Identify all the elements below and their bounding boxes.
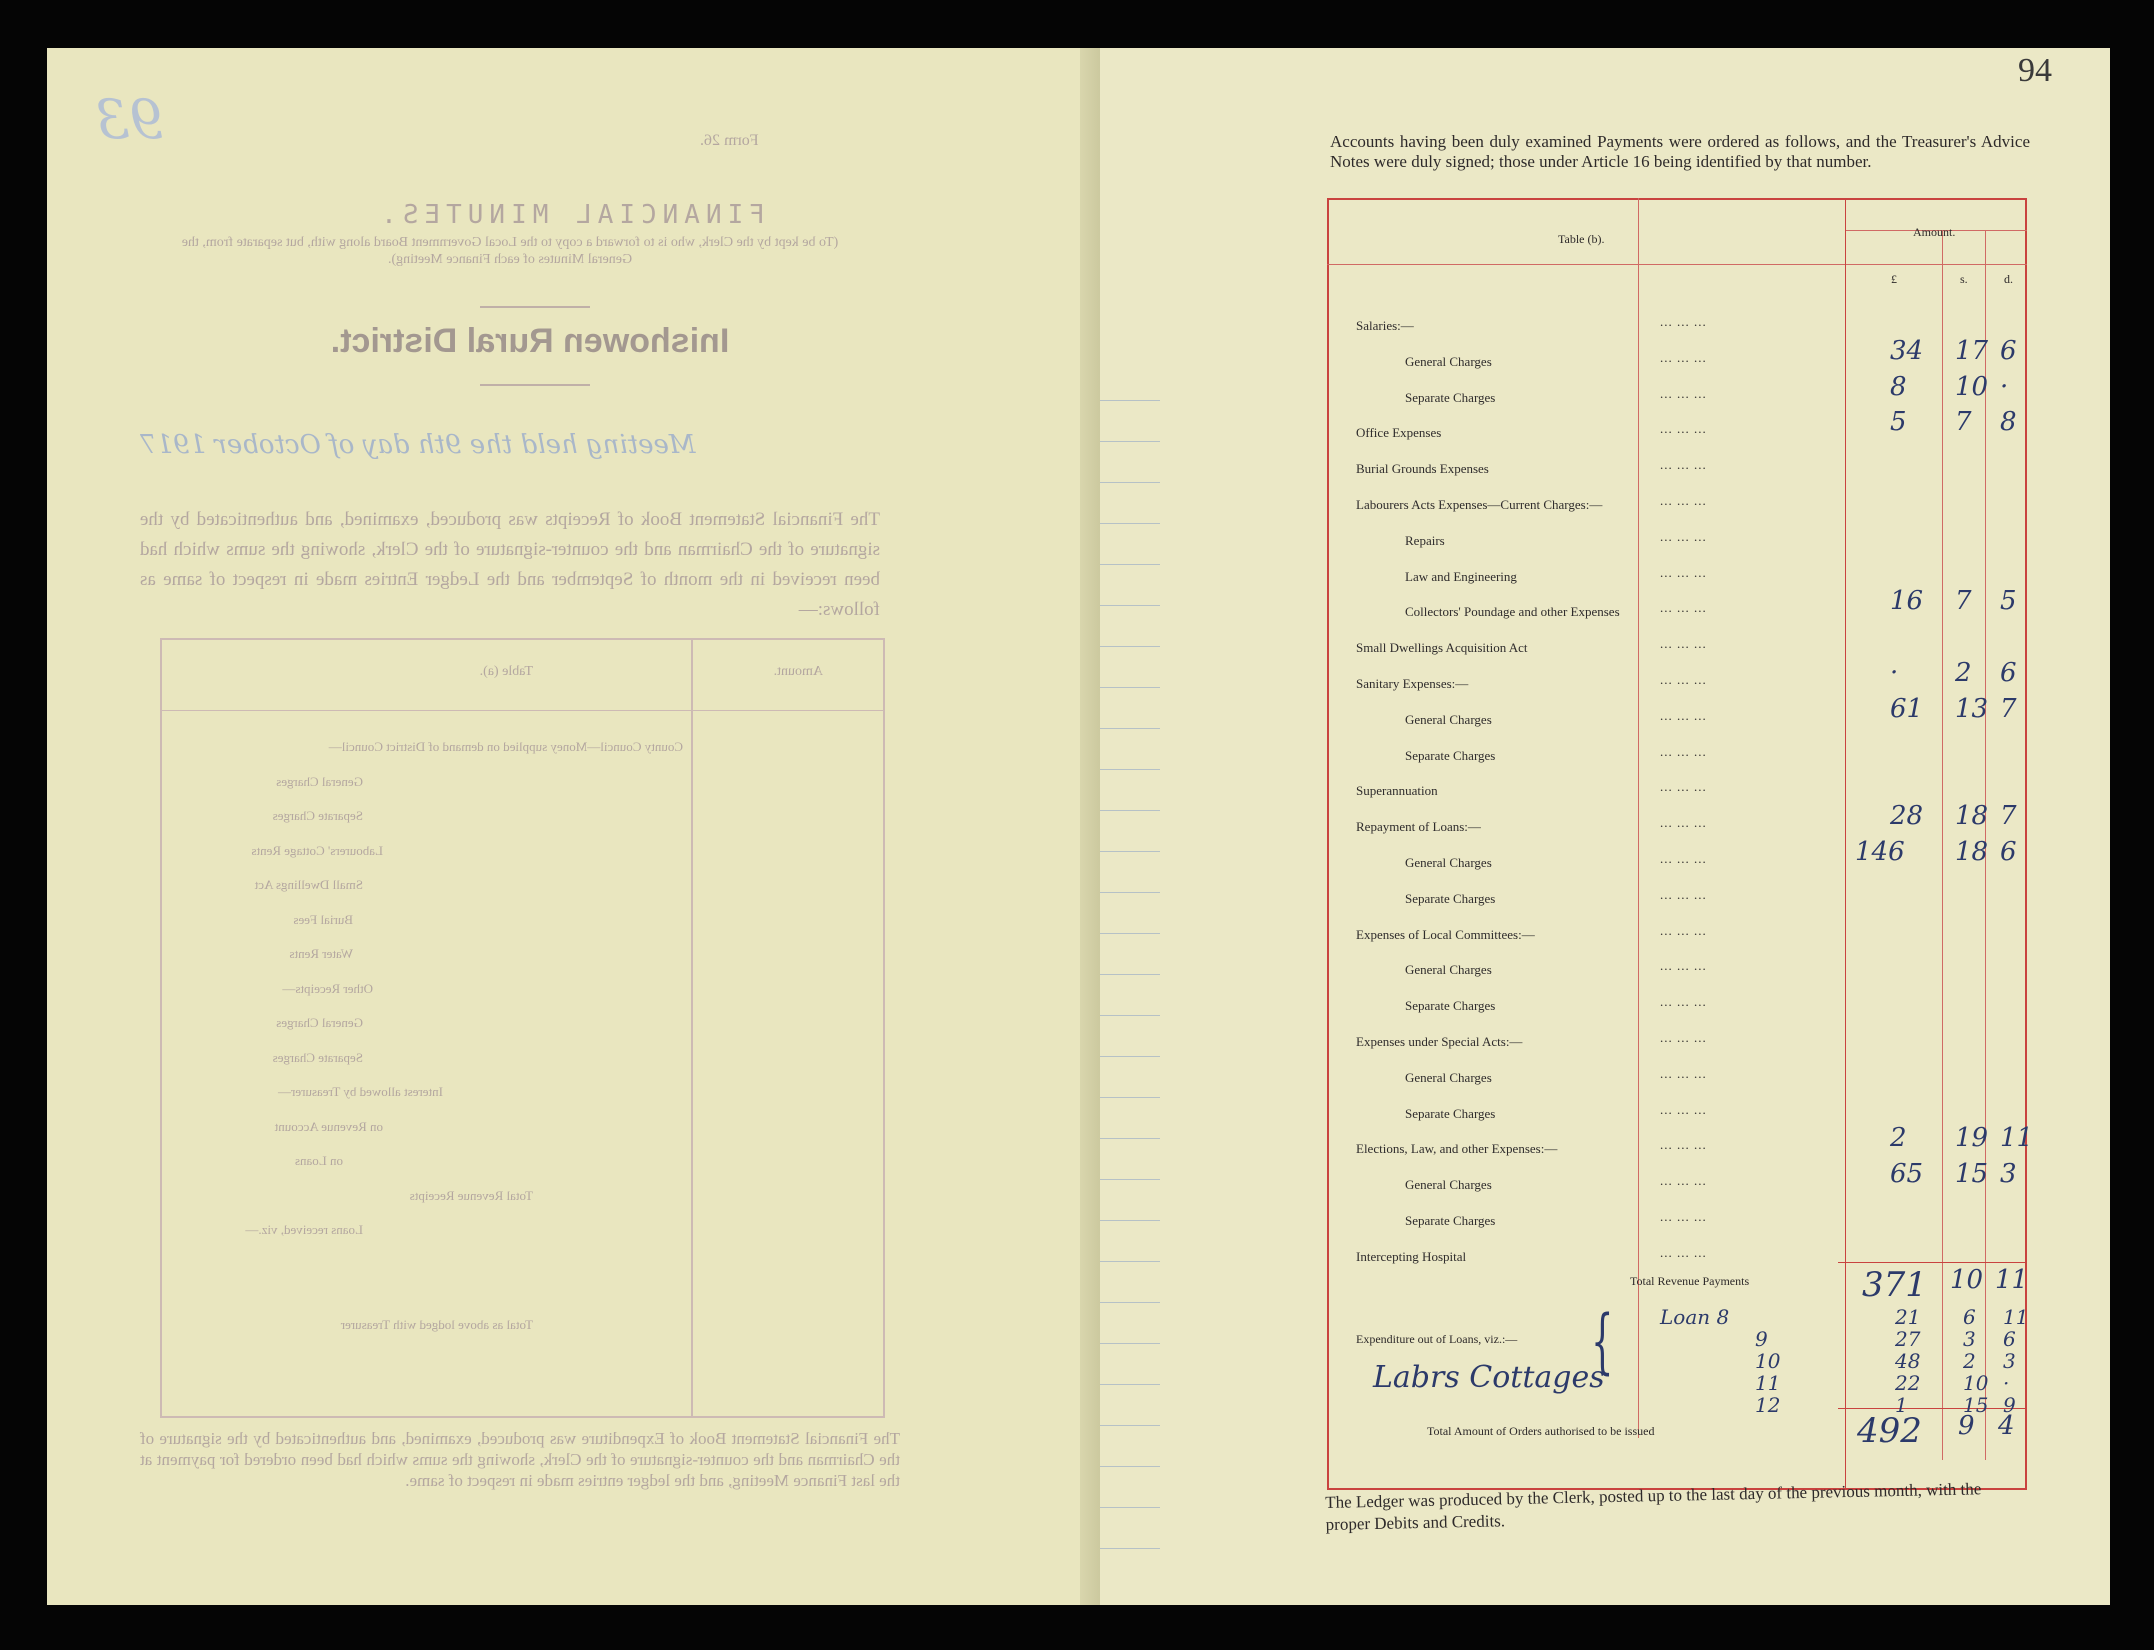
- payment-row-label: Small Dwellings Acquisition Act: [1356, 640, 1528, 655]
- payment-amount-pence: 8: [2000, 407, 2017, 437]
- payment-row-label: Office Expenses: [1356, 425, 1442, 440]
- payment-row-label: Separate Charges: [1405, 891, 1496, 906]
- header-rule: [162, 710, 883, 711]
- receipt-rows: [183, 730, 683, 1342]
- payment-amount-shillings: 18: [1955, 837, 1989, 867]
- total-orders-pounds: 492: [1857, 1411, 1922, 1451]
- table-b-title: Table (b).: [1558, 232, 1605, 246]
- payment-amount-pence: ·: [2000, 372, 2009, 402]
- loan-number: 9: [1755, 1327, 1768, 1351]
- payment-amount-pence: 6: [2000, 336, 2017, 366]
- receipt-row: General Charges: [276, 773, 363, 789]
- payment-row-label: Repayment of Loans:—: [1356, 819, 1481, 834]
- payment-amount-shillings: 10: [1955, 372, 1989, 402]
- receipt-row: Other Receipts—: [282, 980, 373, 996]
- payment-row-label: General Charges: [1405, 1177, 1492, 1192]
- payment-amount-pounds: 146: [1855, 837, 1905, 867]
- payment-row-label: Intercepting Hospital: [1356, 1249, 1467, 1264]
- loan-amount-pence: 6: [2003, 1327, 2016, 1351]
- payment-amount-pounds: 2: [1890, 1123, 1907, 1153]
- financial-minutes-title: FINANCIAL MINUTES.: [375, 200, 765, 230]
- total-revenue-pounds: 371: [1862, 1265, 1927, 1305]
- payment-amount-pounds: 8: [1890, 372, 1907, 402]
- receipt-row: Water Rents: [289, 946, 353, 961]
- loans-hand-label: Labrs Cottages: [1373, 1360, 1605, 1395]
- row-leader-dots: ... ... ...: [1660, 708, 1707, 723]
- row-leader-dots: ... ... ...: [1660, 887, 1707, 902]
- district-rule-bottom: [480, 384, 590, 386]
- receipts-table: [160, 638, 885, 1418]
- payment-row-label: Repairs: [1405, 533, 1445, 548]
- payment-row-label: Separate Charges: [1405, 998, 1496, 1013]
- payment-amount-pounds: 34: [1890, 336, 1924, 366]
- payment-amount-pence: 6: [2000, 837, 2017, 867]
- payment-row-label: Salaries:—: [1356, 318, 1414, 333]
- receipt-row: on Revenue Account: [274, 1118, 383, 1134]
- loan-amount-pence: ·: [2003, 1371, 2010, 1395]
- table-col-rule: [1638, 198, 1639, 1438]
- payment-row-label: Burial Grounds Expenses: [1356, 461, 1489, 476]
- financial-minutes-instruction: (To be kept by the Clerk, who is to forward a copy to the Local Government Board along with, but separate from, the General Minutes of each Finance Meeting).: [181, 235, 839, 267]
- row-leader-dots: ... ... ...: [1660, 672, 1707, 687]
- payment-amount-pounds: 16: [1890, 586, 1924, 616]
- loan-amount-pence: 11: [2003, 1305, 2029, 1329]
- shillings-col-rule: [1942, 230, 1943, 1460]
- amount-b-header: Amount.: [1913, 225, 1956, 239]
- payment-row-label: General Charges: [1405, 855, 1492, 870]
- total-orders-shillings: 9: [1958, 1411, 1975, 1441]
- payment-row-label: Law and Engineering: [1405, 569, 1517, 584]
- total-revenue-rule: [1838, 1262, 2027, 1263]
- receipt-row: General Charges: [276, 1015, 363, 1030]
- payment-amount-pence: 7: [2000, 801, 2017, 831]
- expenditure-paragraph: The Financial Statement Book of Expenditure was produced, examined, and authenticated by the signature of the Chairman and the counter-signature of the Clerk, showing the sums which had been ordered for payment at the last Finance Meeting, and the ledger entries made in respect of same.: [140, 1429, 900, 1490]
- payment-amount-shillings: 18: [1955, 801, 1989, 831]
- amount-column: [691, 640, 883, 1416]
- total-orders-pence: 4: [1998, 1411, 2015, 1441]
- loan-amount-shillings: 10: [1963, 1371, 1989, 1395]
- row-leader-dots: ... ... ...: [1660, 1102, 1707, 1117]
- left-page-number: 93: [95, 88, 164, 151]
- row-leader-dots: ... ... ...: [1660, 958, 1707, 973]
- receipt-row: on Loans: [294, 1153, 343, 1168]
- payment-amount-shillings: 19: [1955, 1123, 1989, 1153]
- row-leader-dots: ... ... ...: [1660, 779, 1707, 794]
- receipt-row: Total Revenue Receipts: [409, 1187, 533, 1203]
- row-leader-dots: ... ... ...: [1660, 314, 1707, 329]
- payment-amount-shillings: 7: [1955, 586, 1972, 616]
- loan-amount-pounds: 27: [1895, 1327, 1921, 1351]
- row-leader-dots: ... ... ...: [1660, 815, 1707, 830]
- meeting-line: Meeting held the 9th day of October 1917: [140, 430, 696, 460]
- row-leader-dots: ... ... ...: [1660, 421, 1707, 436]
- loan-number: 12: [1755, 1393, 1781, 1417]
- row-leader-dots: ... ... ...: [1660, 1209, 1707, 1224]
- total-revenue-shillings: 10: [1950, 1265, 1984, 1295]
- total-orders-rule: [1838, 1408, 2027, 1409]
- loan-amount-pence: 9: [2003, 1393, 2016, 1417]
- loan-amount-shillings: 3: [1963, 1327, 1976, 1351]
- accounts-intro: Accounts having been duly examined Payments were ordered as follows, and the Treasurer's Advice Notes were duly signed; those under Article 16 being identified by that number.: [1330, 132, 2030, 171]
- payment-amount-pence: 11: [2000, 1123, 2034, 1153]
- row-leader-dots: ... ... ...: [1660, 350, 1707, 365]
- payment-amount-pence: 7: [2000, 694, 2017, 724]
- row-leader-dots: ... ... ...: [1660, 744, 1707, 759]
- receipt-row: Interest allowed by Treasurer—: [278, 1084, 443, 1099]
- receipt-row: Separate Charges: [272, 1049, 363, 1065]
- total-revenue-pence: 11: [1995, 1265, 2029, 1295]
- row-leader-dots: ... ... ...: [1660, 1066, 1707, 1081]
- payment-row-label: General Charges: [1405, 712, 1492, 727]
- payment-row-label: Expenses under Special Acts:—: [1356, 1034, 1523, 1049]
- loan-number: 11: [1755, 1371, 1781, 1395]
- payment-row-label: Labourers Acts Expenses—Current Charges:—: [1356, 497, 1603, 512]
- loan-amount-pence: 3: [2003, 1349, 2016, 1373]
- row-leader-dots: ... ... ...: [1660, 923, 1707, 938]
- payment-amount-pounds: 28: [1890, 801, 1924, 831]
- payment-row-label: Collectors' Poundage and other Expenses: [1405, 604, 1620, 619]
- receipt-row: Burial Fees: [293, 911, 353, 927]
- row-leader-dots: ... ... ...: [1660, 1245, 1707, 1260]
- payment-row-label: General Charges: [1405, 354, 1492, 369]
- payment-row-label: Separate Charges: [1405, 1106, 1496, 1121]
- receipt-row: Total as above lodged with Treasurer: [340, 1316, 533, 1332]
- receipt-row: Separate Charges: [272, 808, 363, 823]
- payment-row-label: Elections, Law, and other Expenses:—: [1356, 1141, 1558, 1156]
- row-leader-dots: ... ... ...: [1660, 851, 1707, 866]
- ledger-note: The Ledger was produced by the Clerk, posted up to the last day of the previous month, with the proper Debits and Credits.: [1325, 1479, 1982, 1534]
- pence-header: d.: [2004, 272, 2013, 286]
- receipt-row: Labourers' Cottage Rents: [251, 842, 383, 858]
- payment-amount-pence: 6: [2000, 658, 2017, 688]
- row-leader-dots: ... ... ...: [1660, 529, 1707, 544]
- receipts-paragraph: The Financial Statement Book of Receipts was produced, examined, and authenticated by the signature of the Chairman and the counter-signature of the Clerk, showing the sums which had been received in the month of September and the Ledger Entries made in respect of same as follows:—: [140, 509, 880, 620]
- payment-amount-shillings: 7: [1955, 407, 1972, 437]
- loans-brace: {: [1591, 1300, 1614, 1382]
- row-leader-dots: ... ... ...: [1660, 457, 1707, 472]
- amount-header: Amount.: [773, 664, 823, 679]
- payment-row-label: Separate Charges: [1405, 390, 1496, 405]
- receipt-row: Loans received, viz.—: [245, 1222, 363, 1237]
- index-tab-lines: [1100, 360, 1160, 1560]
- payment-row-label: Expenses of Local Committees:—: [1356, 927, 1535, 942]
- row-leader-dots: ... ... ...: [1660, 565, 1707, 580]
- payment-amount-shillings: 17: [1955, 336, 1989, 366]
- row-leader-dots: ... ... ...: [1660, 386, 1707, 401]
- row-leader-dots: ... ... ...: [1660, 994, 1707, 1009]
- loan-amount-pounds: 21: [1895, 1305, 1921, 1329]
- district-heading: Inishowen Rural District.: [330, 322, 730, 360]
- loan-number: Loan 8: [1660, 1305, 1730, 1329]
- total-orders-label: Total Amount of Orders authorised to be issued: [1427, 1424, 1655, 1438]
- payment-amount-pounds: 5: [1890, 407, 1907, 437]
- row-leader-dots: ... ... ...: [1660, 1173, 1707, 1188]
- amount-col-rule: [1845, 198, 1846, 1490]
- payment-row-label: General Charges: [1405, 962, 1492, 977]
- loan-amount-pounds: 22: [1895, 1371, 1921, 1395]
- receipt-row: Small Dwellings Act: [254, 877, 363, 892]
- loan-number: 10: [1755, 1349, 1781, 1373]
- loans-label: Expenditure out of Loans, viz.:—: [1356, 1332, 1518, 1346]
- loan-amount-pounds: 1: [1895, 1393, 1908, 1417]
- payment-row-label: Separate Charges: [1405, 1213, 1496, 1228]
- payment-row-label: Superannuation: [1356, 783, 1438, 798]
- payment-amount-pence: 5: [2000, 586, 2017, 616]
- right-page-number: 94: [2018, 52, 2052, 89]
- payment-row-label: Separate Charges: [1405, 748, 1496, 763]
- loan-amount-pounds: 48: [1895, 1349, 1921, 1373]
- district-rule-top: [480, 306, 590, 308]
- row-leader-dots: ... ... ...: [1660, 493, 1707, 508]
- shillings-header: s.: [1960, 272, 1968, 286]
- row-leader-dots: ... ... ...: [1660, 1137, 1707, 1152]
- loan-amount-shillings: 15: [1963, 1393, 1989, 1417]
- table-header-rule: [1327, 264, 2027, 265]
- payment-row-label: Sanitary Expenses:—: [1356, 676, 1469, 691]
- payment-row-label: General Charges: [1405, 1070, 1492, 1085]
- payment-amount-pounds: 65: [1890, 1159, 1924, 1189]
- form-label: Form 26.: [700, 132, 759, 149]
- row-leader-dots: ... ... ...: [1660, 600, 1707, 615]
- loan-amount-shillings: 2: [1963, 1349, 1976, 1373]
- row-leader-dots: ... ... ...: [1660, 636, 1707, 651]
- pounds-header: £: [1891, 272, 1897, 286]
- payment-amount-pence: 3: [2000, 1159, 2017, 1189]
- table-a-title: Table (a).: [479, 664, 533, 679]
- payment-amount-pounds: ·: [1890, 658, 1899, 688]
- total-revenue-label: Total Revenue Payments: [1630, 1274, 1750, 1288]
- payment-amount-shillings: 15: [1955, 1159, 1989, 1189]
- payment-amount-shillings: 13: [1955, 694, 1989, 724]
- loan-amount-shillings: 6: [1963, 1305, 1976, 1329]
- row-leader-dots: ... ... ...: [1660, 1030, 1707, 1045]
- receipt-row: County Council—Money supplied on demand of District Council—: [328, 739, 683, 754]
- payment-amount-pounds: 61: [1890, 694, 1924, 724]
- payment-amount-shillings: 2: [1955, 658, 1972, 688]
